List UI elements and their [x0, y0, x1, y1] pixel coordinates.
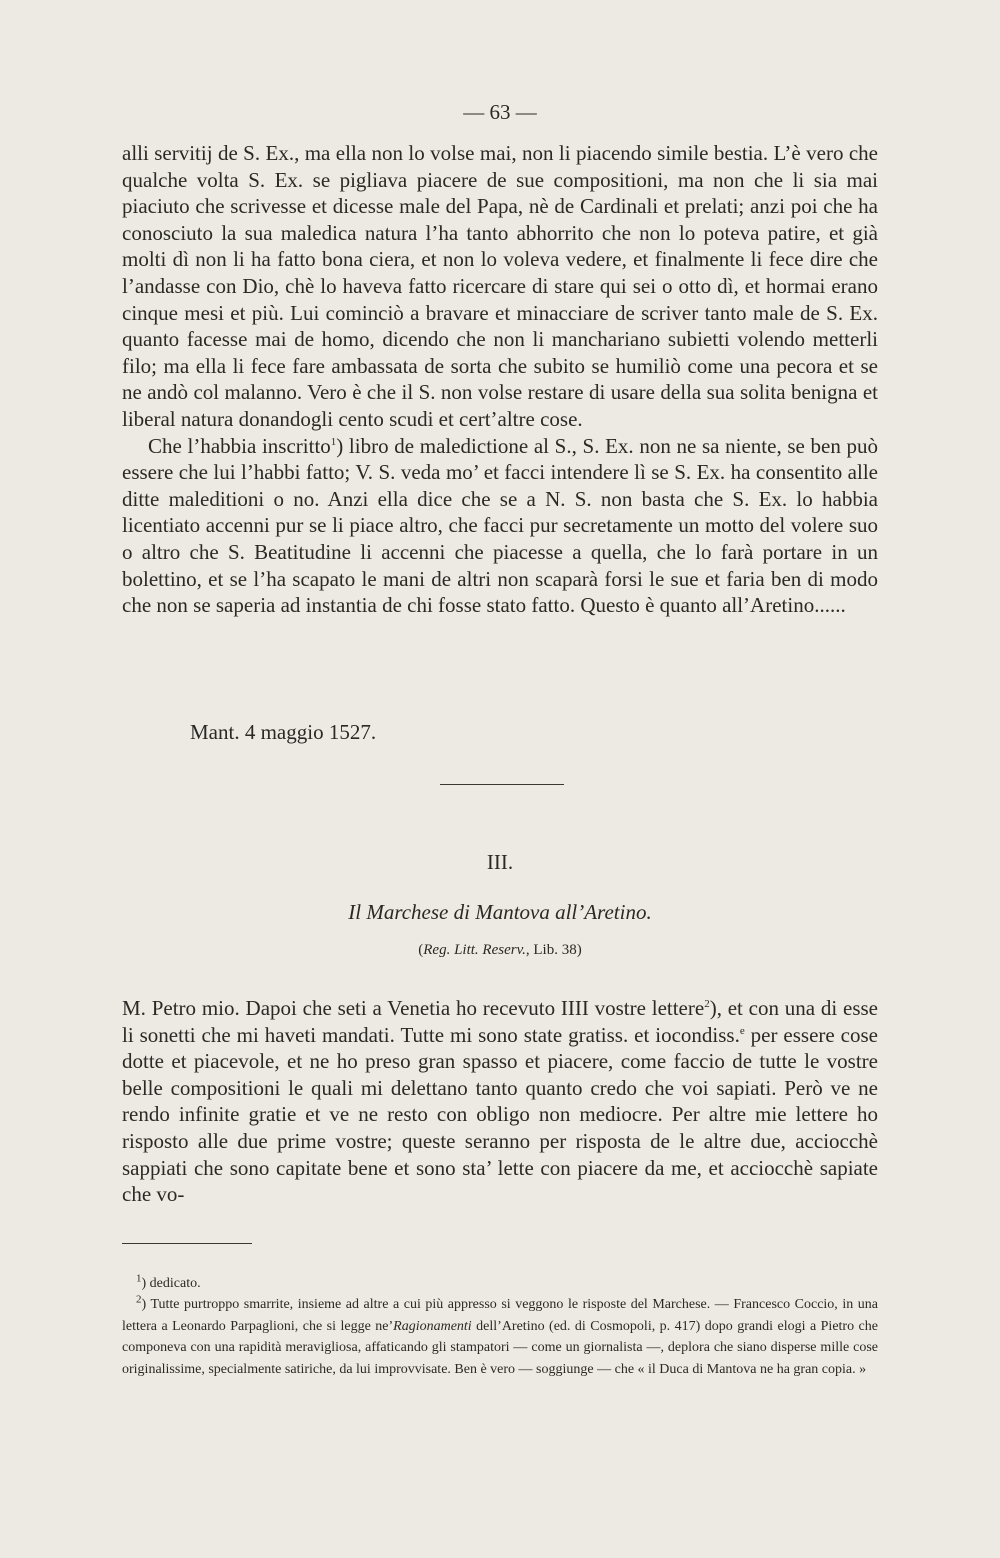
- paragraph-2-text-after: ) libro de maledictione al S., S. Ex. non ne sa niente, se ben può essere che lui l’habbi fatto; V. S. veda mo’ et facci intendere lì se S. Ex. ha consentito alle ditte maleditioni o no. Anzi ella dice che se a N. S. non basta che S. Ex. lo habbia licentiato accenni pur se li piace altro, che facci pur secretamente un motto del volere suo o altro che S. Beatitudine li accenni che piacesse a quella, che lo farà portare in un bolettino, et se l’ha scapato le mani de altri non scaparà forsi le sue et faria ben di modo che non se saperia ad instantia de chi fosse stato fatto. Questo è quanto all’Aretino......: [122, 433, 878, 618]
- footnote-1-mark: 1: [136, 1272, 142, 1285]
- footnotes: [122, 1273, 878, 1380]
- letter-two-text-b: ), et con una di esse li sonetti che mi haveti mandati. Tutte mi sono state gratiss. et iocondiss.: [122, 996, 878, 1047]
- letter-signoff: Mant. 4 maggio 1527.: [190, 720, 377, 744]
- section-numeral: III.: [486, 850, 514, 874]
- footnote-1: [122, 1273, 878, 1294]
- source-book: , Lib. 38): [525, 942, 582, 958]
- letter-one-paragraph-1: alli servitij de S. Ex., ma ella non lo volse mai, non li piacendo simile bestia. L’è vero che qualche volta S. Ex. se pigliava piacere de sue compositioni, ma non che li sia mai piaciuto che scrivesse et dicesse male del Papa, nè de Cardinali et prelati; anzi poi che ha conosciuto la sua maledica natura l’ha tanto abhorrito che non lo poteva patire, et già molti dì non li ha fatto bona ciera, et non lo voleva vedere, et finalmente li fece dire che l’andasse con Dio, chè lo haveva fatto ricercare di stare qui sei o otto dì, et hormai erano cinque mesi et più. Lui cominciò a bravare et minacciare de scriver tanto male de S. Ex. quanto facesse mai de homo, dicendo che non li manchariano subietti volendo metterli filo; ma ella li fece fare ambassata de sorta che subito se humiliò come una pecora et se ne andò col malanno. Vero è che il S. non volse restare di usare della sua solita benigna et liberal natura donandogli cento scudi et cert’altre cose.: [122, 141, 878, 431]
- section-divider: [440, 784, 564, 785]
- footnote-2: [122, 1294, 878, 1380]
- footnote-ref-2: 2: [704, 998, 710, 1010]
- source-open: (: [418, 942, 424, 958]
- footnote-ref-1: 1: [330, 435, 337, 448]
- paragraph-2-text-before: Che l’habbia inscritto: [148, 433, 331, 458]
- footnote-1-text: ) dedicato.: [141, 1276, 201, 1291]
- footnote-divider: [122, 1243, 252, 1244]
- source-register: Reg. Litt. Reserv.: [423, 942, 526, 958]
- page-number: — 63 —: [463, 100, 537, 124]
- footnote-2-text-b: dell’Aretino (ed. di Cosmopoli, p. 417) dopo grandi elogi a Pietro che componeva con una rapidità meravigliosa, affaticando gli stampatori — come un giornalista —, deplora che siano disperse mille cose originalissime, specialmente satiriche, da lui improvvisate. Ben è vero — soggiunge — che « il Duca di Mantova ne ha gran copia. »: [122, 1318, 878, 1377]
- footnote-2-text-a: ) Tutte purtroppo smarrite, insieme ad altre a cui più appresso si veggono le risposte del Marchese. — Francesco Coccio, in una lettera a Leonardo Parpaglioni, che si legge ne’: [122, 1297, 878, 1334]
- superscript-e: e: [739, 1024, 745, 1037]
- letter-two: [122, 995, 878, 1208]
- letter-two-text-a: M. Petro mio. Dapoi che seti a Venetia ho recevuto IIII vostre lettere: [122, 996, 705, 1020]
- letter-one: [122, 140, 878, 619]
- footnote-2-italic-title: Ragionamenti: [393, 1318, 472, 1334]
- letter-two-text-c: per essere cose dotte et piacevole, et ne ho preso gran spasso et piacere, come faccio de tutte le vostre belle compositioni le quali mi delettano tanto quanto credo che voi sapiati. Però ve ne rendo infinite gratie et ve ne resto con obligo non mediocre. Per altre mie lettere ho risposto alle due prime vostre; queste seranno per risposta de le altre due, acciocchè sappiati che sono capitate bene et sono sta’ lette con piacere da me, et acciocchè sapiate che vo-: [122, 1022, 878, 1207]
- letter-two-paragraph: [122, 995, 878, 1208]
- section-title: Il Marchese di Mantova all’Aretino.: [348, 900, 652, 924]
- letter-one-paragraph-2: [122, 433, 878, 619]
- source-reference: [0, 942, 1000, 959]
- footnote-2-mark: 2: [136, 1293, 142, 1306]
